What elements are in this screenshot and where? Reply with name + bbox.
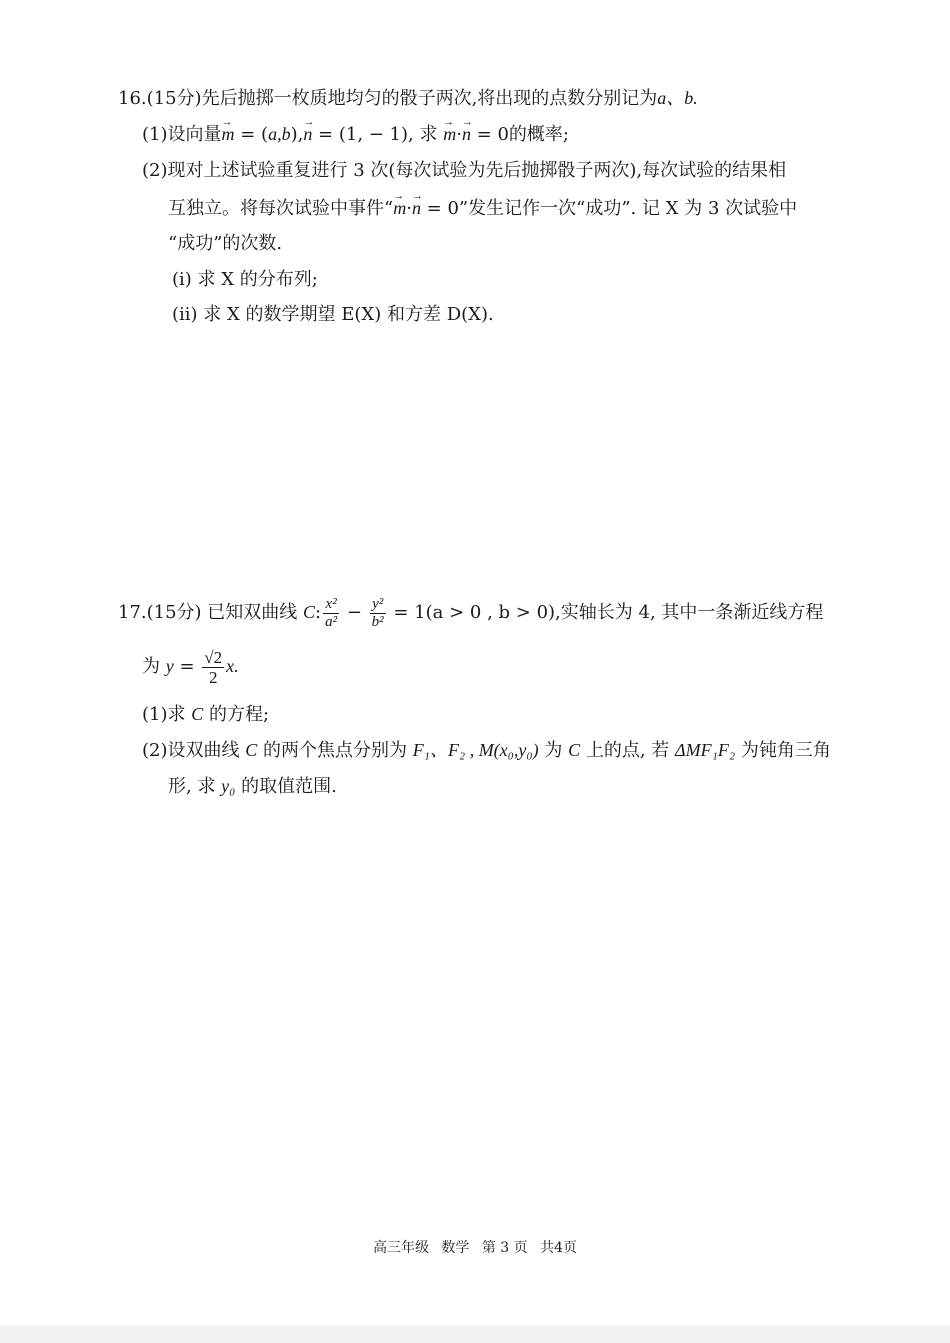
vector-m: → m — [222, 120, 235, 148]
q17-part2-label: (2)设双曲线 — [142, 740, 246, 761]
vector-m-2: → m — [443, 120, 456, 148]
q17-condition: = 1(a > 0 , b > 0), — [387, 602, 561, 623]
q17-var-x: x. — [226, 656, 239, 676]
dot-operator: · — [456, 124, 462, 145]
q17-part1-c: C — [191, 704, 204, 724]
q16-part2-line2 — [168, 194, 797, 222]
q17-part1-text: 的方程; — [203, 704, 270, 725]
footer-page-number: 第 3 页 — [481, 1240, 528, 1256]
q16-part2-line3 — [168, 230, 282, 258]
q16-part1-eq2: ), — [290, 124, 304, 145]
fraction-numerator: √2 — [204, 647, 223, 667]
q17-part2-line1 — [142, 736, 831, 764]
q17-stem-text: 17.(15分) 已知双曲线 — [118, 602, 304, 623]
q16-sub-ii — [172, 301, 494, 329]
q17-curve-c: C — [303, 602, 316, 622]
q17-foci-and-point: F₁、F₂ , M(x₀,y₀) — [412, 740, 539, 760]
q16-stem-text: 16.(15分)先后抛掷一枚质地均匀的骰子两次,将出现的点数分别记为 — [118, 88, 658, 109]
q17-part2-text2: 为 — [538, 740, 569, 761]
fraction-numerator: x² — [323, 596, 339, 614]
q16-part1-ab: a,b — [268, 124, 291, 144]
dot-operator-2: · — [406, 198, 412, 219]
vector-n-3: → n — [412, 194, 421, 222]
q16-part1-eq4: = 0的概率; — [470, 124, 569, 145]
fraction-denominator: 2 — [208, 667, 218, 687]
q16-stem — [118, 84, 698, 112]
vector-n-2: → n — [462, 120, 471, 148]
fraction-y2-b2 — [370, 596, 386, 631]
q16-sub-ii-text: (ii) 求 X 的数学期望 E(X) 和方差 D(X). — [172, 304, 494, 325]
q17-part2-text1: 的两个焦点分别为 — [257, 740, 413, 761]
q17-triangle: ΔMF₁F₂ — [675, 740, 736, 760]
footer-subject: 数学 — [441, 1240, 470, 1256]
page-footer — [0, 1238, 950, 1258]
q16-sub-i — [172, 266, 318, 294]
fraction-denominator: b² — [371, 613, 384, 630]
q17-colon: : — [315, 602, 322, 623]
q17-part2-text4: 为钝角三角 — [735, 740, 831, 761]
footer-total-pages: 共4页 — [540, 1240, 578, 1256]
q16-part1 — [142, 120, 569, 148]
q16-part2-text2a: 互独立。将每次试验中事件“ — [168, 198, 394, 219]
q16-sub-i-text: (i) 求 X 的分布列; — [172, 269, 318, 290]
q16-part1-eq3: = (1, − 1), 求 — [312, 124, 444, 145]
q17-part2-text6: 的取值范围. — [235, 776, 337, 797]
q16-part2-text3: “成功”的次数. — [168, 233, 283, 254]
fraction-numerator: y² — [370, 596, 386, 614]
q17-part2-text3: 上的点, 若 — [580, 740, 676, 761]
q16-part1-eq1: = ( — [234, 124, 269, 145]
q16-part2-text1: (2)现对上述试验重复进行 3 次(每次试验为先后抛掷骰子两次),每次试验的结果相 — [142, 160, 787, 181]
vector-m-3: → m — [393, 194, 406, 222]
q17-part2-text5: 形, 求 — [168, 776, 222, 797]
q17-asymptote-line — [142, 646, 239, 686]
q17-asymptote-prefix: 为 — [142, 656, 166, 677]
q17-part1-label: (1)求 — [142, 704, 192, 725]
q17-stem-tail: 实轴长为 4, 其中一条渐近线方程 — [560, 602, 824, 623]
footer-grade: 高三年级 — [372, 1240, 429, 1256]
q17-part2-c2: C — [568, 740, 581, 760]
fraction-sqrt2-2 — [202, 648, 224, 687]
q16-part2-line1 — [142, 157, 786, 185]
q17-part1 — [142, 700, 269, 728]
q17-var-y: y — [165, 656, 174, 676]
q17-equals: = — [173, 656, 201, 677]
q17-var-y0: y₀ — [221, 776, 236, 796]
fraction-denominator: a² — [325, 613, 338, 630]
minus-sign: − — [341, 602, 368, 623]
q17-stem — [118, 592, 823, 632]
fraction-x2-a2 — [323, 596, 339, 631]
q17-part2-line2 — [168, 772, 337, 800]
q16-part1-label: (1)设向量 — [142, 124, 222, 145]
q17-part2-c: C — [245, 740, 258, 760]
q16-vars: a、b. — [657, 88, 698, 108]
scan-bottom-edge — [0, 1325, 950, 1343]
q16-part2-text2b: = 0”发生记作一次“成功”. 记 X 为 3 次试验中 — [420, 198, 798, 219]
vector-n: → n — [303, 120, 312, 148]
